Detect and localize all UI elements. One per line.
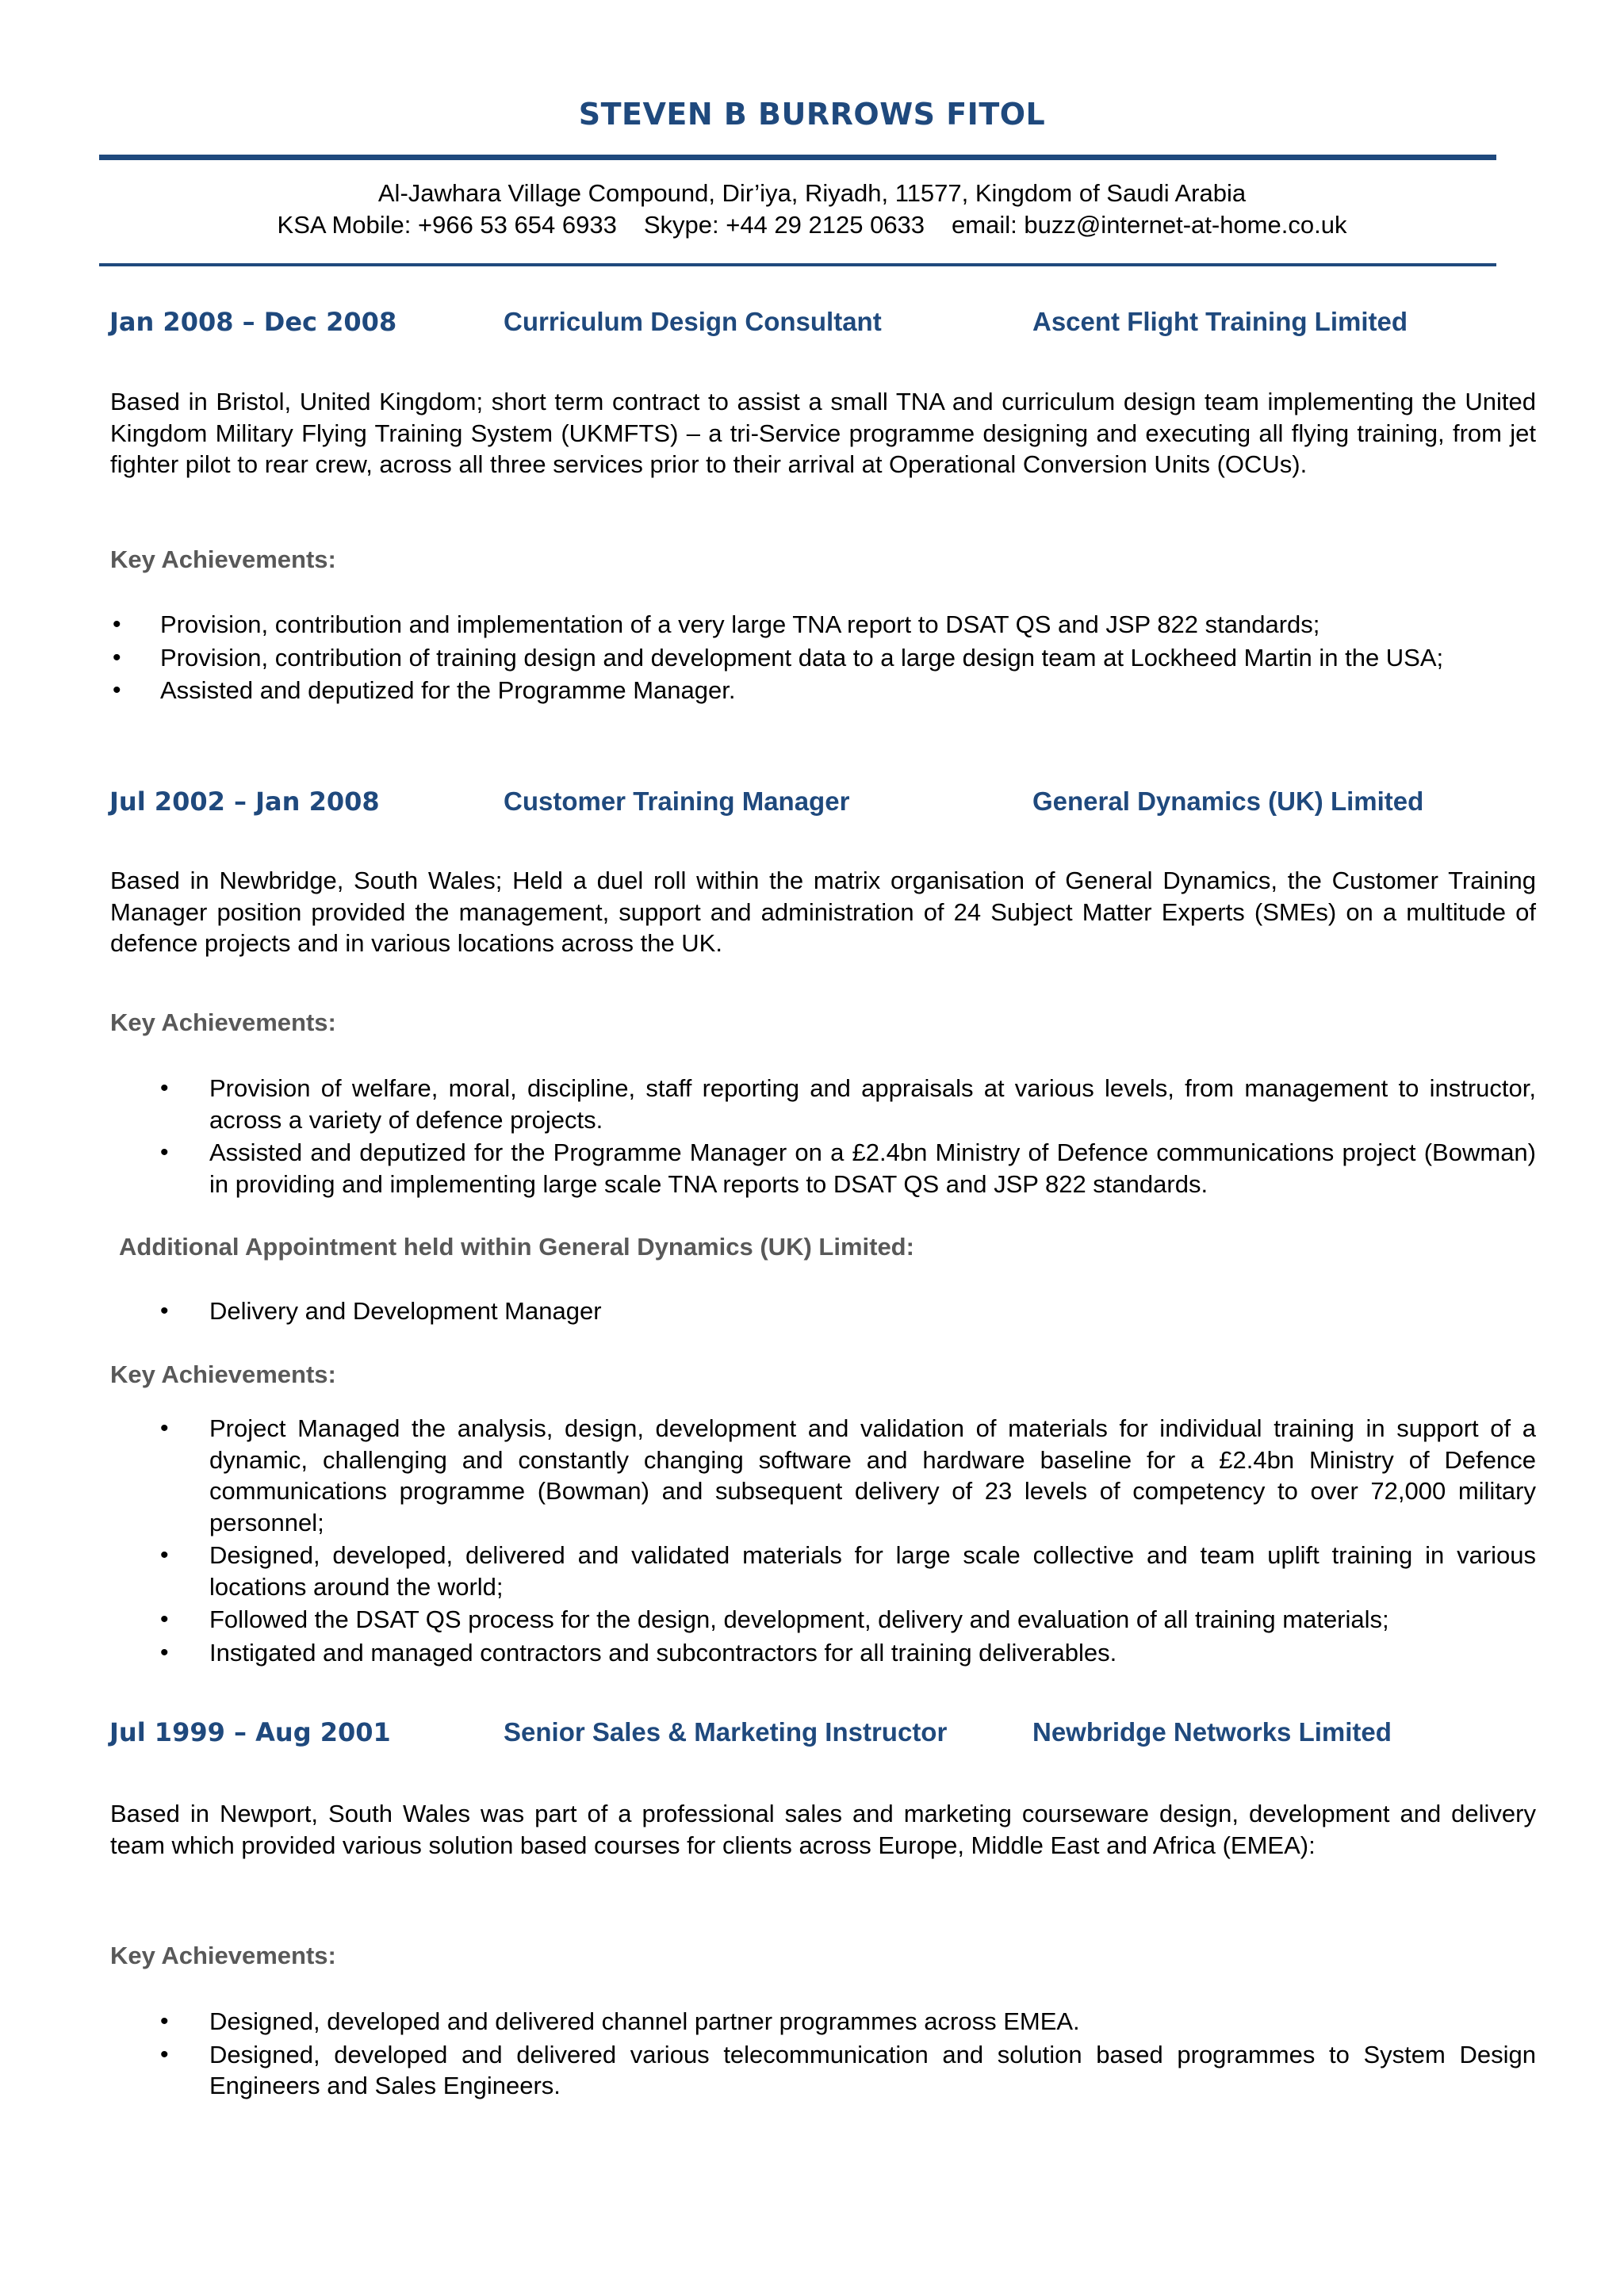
job-heading — [0, 786, 1624, 821]
address-line: Al-Jawhara Village Compound, Dir’iya, Riyadh, 11577, Kingdom of Saudi Arabia — [377, 179, 1247, 207]
job-company: General Dynamics (UK) Limited — [1032, 786, 1424, 816]
job-role: Customer Training Manager — [504, 786, 850, 816]
achievements-list — [160, 1413, 1536, 1670]
job-dates: Jul 2002 – Jan 2008 — [109, 786, 380, 817]
list-item: • Designed, developed and delivered channel partner programmes across EMEA. — [160, 2007, 1080, 2035]
email-address: email: buzz@internet-at-home.co.uk — [952, 211, 1347, 239]
candidate-name: STEVEN B BURROWS FITOL — [578, 97, 1046, 132]
job-summary: Based in Newbridge, South Wales; Held a duel roll within the matrix organisation of General Dynamics, the Customer Training Manager position provided the management, support and administration of 24 Subject Matter Experts (SMEs) on a multitude of defence projects and in various locations across the UK. — [110, 867, 1536, 957]
job-company: Newbridge Networks Limited — [1032, 1717, 1392, 1747]
list-item: • Provision of welfare, moral, discipline, staff reporting and appraisals at various levels, from management to instructor, across a variety of defence projects. — [160, 1074, 1536, 1134]
achievements-list — [160, 2006, 1536, 2103]
job-heading — [0, 307, 1624, 342]
achievements-list — [160, 1073, 1536, 1201]
job-summary: Based in Newport, South Wales was part of a professional sales and marketing courseware design, development and delivery team which provided various solution based courses for clients across Europe, Middle East and Africa (EMEA): — [110, 1800, 1536, 1859]
additional-appointment-label: Additional Appointment held within General Dynamics (UK) Limited: — [119, 1233, 914, 1261]
job-dates: Jul 1999 – Aug 2001 — [109, 1717, 391, 1747]
additional-appointment-list — [160, 1295, 1536, 1329]
list-item: • Assisted and deputized for the Programme Manager on a £2.4bn Ministry of Defence communications project (Bowman) in providing and implementing large scale TNA reports to DSAT QS and JSP 822 standards. — [160, 1138, 1536, 1198]
list-item: • Project Managed the analysis, design, development and validation of materials for individual training in support of a dynamic, challenging and constantly changing software and hardware baseline for a £2.4bn Ministry of Defence communications programme (Bowman) and subsequent delivery of 23 levels of competency to over 72,000 military personnel; — [160, 1414, 1536, 1536]
job-role: Senior Sales & Marketing Instructor — [504, 1717, 948, 1747]
job-heading — [0, 1717, 1624, 1752]
contact-line — [0, 209, 1624, 241]
job-summary: Based in Bristol, United Kingdom; short term contract to assist a small TNA and curriculum design team implementing the United Kingdom Military Flying Training System (UKMFTS) – a tri-Service programme designing and executing all flying training, from jet fighter pilot to rear crew, across all three services prior to their arrival at Operational Conversion Units (OCUs). — [110, 388, 1536, 478]
header-rule-top — [99, 155, 1496, 160]
list-item: • Assisted and deputized for the Programme Manager. — [113, 676, 736, 704]
list-item: • Followed the DSAT QS process for the design, development, delivery and evaluation of all training materials; — [160, 1605, 1389, 1633]
key-achievements-label: Key Achievements: — [110, 1008, 336, 1036]
list-item: • Provision, contribution and implementation of a very large TNA report to DSAT QS and JSP 822 standards; — [113, 610, 1320, 638]
list-item: • Instigated and managed contractors and subcontractors for all training deliverables. — [160, 1638, 1117, 1667]
key-achievements-label: Key Achievements: — [110, 545, 336, 573]
mobile-number: KSA Mobile: +966 53 654 6933 — [277, 211, 617, 239]
job-dates: Jan 2008 – Dec 2008 — [109, 307, 397, 337]
job-role: Curriculum Design Consultant — [504, 307, 882, 336]
list-item: • Designed, developed and delivered various telecommunication and solution based programmes to System Design Engineers and Sales Engineers. — [160, 2040, 1536, 2099]
list-item: • Delivery and Development Manager — [160, 1297, 602, 1325]
job-company: Ascent Flight Training Limited — [1032, 307, 1408, 336]
achievements-list — [113, 609, 1536, 708]
list-item: • Provision, contribution of training design and development data to a large design team at Lockheed Martin in the USA; — [113, 643, 1444, 672]
key-achievements-label: Key Achievements: — [110, 1360, 336, 1388]
key-achievements-label: Key Achievements: — [110, 1942, 336, 1969]
header-rule-bottom — [99, 263, 1496, 266]
list-item: • Designed, developed, delivered and validated materials for large scale collective and team uplift training in various locations around the world; — [160, 1541, 1536, 1601]
skype-number: Skype: +44 29 2125 0633 — [643, 211, 925, 239]
